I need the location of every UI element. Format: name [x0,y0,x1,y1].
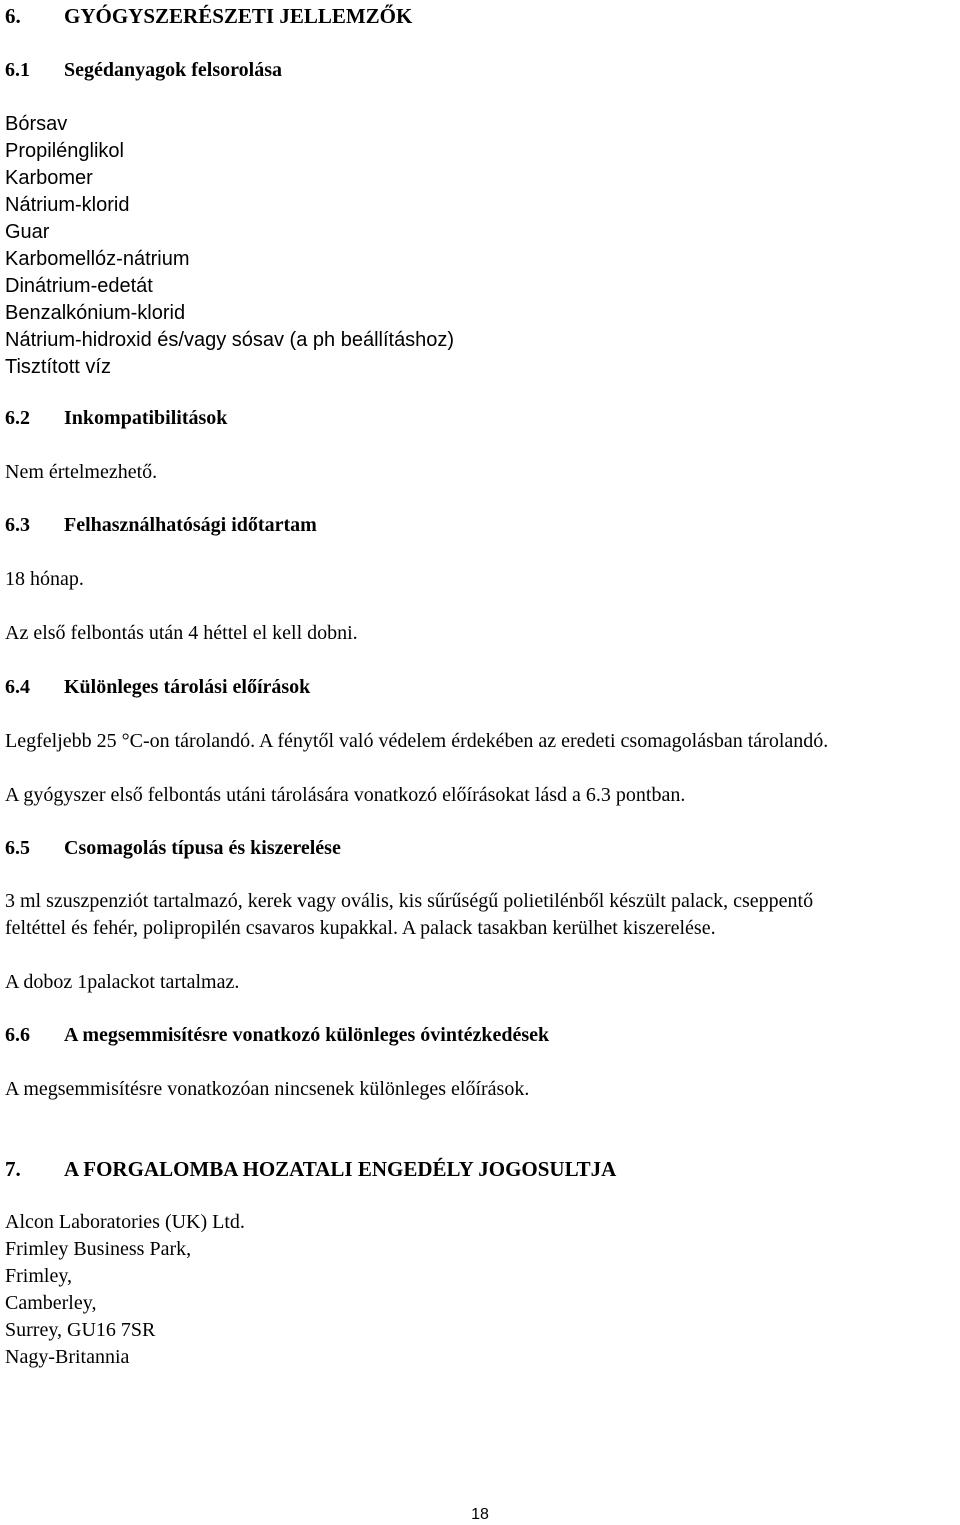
list-item: Nátrium-hidroxid és/vagy sósav (a ph beállításhoz) [5,329,455,351]
storage-text: Legfeljebb 25 °C-on tárolandó. A fénytől való védelem érdekében az eredeti csomagolásban tárolandó. [5,730,829,752]
list-item: Benzalkónium-klorid [5,302,186,324]
packaging-text-line-1: 3 ml szuszpenziót tartalmazó, kerek vagy ovális, kis sűrűségű polietilénből készült palack, cseppentő [5,890,814,912]
section-6-3-title: Felhasználhatósági időtartam [64,514,317,536]
page-number: 18 [471,1506,489,1523]
section-6-3-heading [5,512,317,539]
holder-address [5,1209,245,1371]
section-6-6-heading [5,1022,549,1049]
list-item: Propilénglikol [5,140,124,162]
address-line: Alcon Laboratories (UK) Ltd. [5,1211,245,1233]
section-7-heading [5,1156,616,1183]
section-6-6-number: 6.6 [5,1024,30,1046]
list-item: Bórsav [5,113,68,135]
section-6-1-title: Segédanyagok felsorolása [64,59,282,81]
list-item: Karbomellóz-nátrium [5,248,190,270]
box-content-text: A doboz 1palackot tartalmaz. [5,971,240,993]
disposal-text: A megsemmisítésre vonatkozóan nincsenek különleges előírások. [5,1078,530,1100]
section-6-4-heading [5,674,310,701]
section-6-3-number: 6.3 [5,514,30,536]
section-6-5-number: 6.5 [5,837,30,859]
list-item: Nátrium-klorid [5,194,130,216]
section-7-number: 7. [5,1157,21,1181]
address-line: Nagy-Britannia [5,1346,130,1368]
section-6-5-heading [5,835,341,862]
shelf-life-text: 18 hónap. [5,568,84,590]
section-6-2-title: Inkompatibilitások [64,407,228,429]
section-6-4-title: Különleges tárolási előírások [64,676,311,698]
section-6-title: GYÓGYSZERÉSZETI JELLEMZŐK [64,4,413,28]
section-6-1-heading [5,57,282,84]
section-6-6-title: A megsemmisítésre vonatkozó különleges óvintézkedések [64,1024,550,1046]
list-item: Dinátrium-edetát [5,275,153,297]
excipients-list [5,111,454,381]
address-line: Camberley, [5,1292,97,1314]
section-6-5-title: Csomagolás típusa és kiszerelése [64,837,341,859]
address-line: Frimley Business Park, [5,1238,192,1260]
list-item: Karbomer [5,167,93,189]
section-7-title: A FORGALOMBA HOZATALI ENGEDÉLY JOGOSULTJA [64,1157,617,1181]
storage-reference-text: A gyógyszer első felbontás utáni tárolására vonatkozó előírásokat lásd a 6.3 pontban. [5,784,686,806]
section-6-2-heading [5,405,227,432]
after-opening-text: Az első felbontás után 4 héttel el kell dobni. [5,622,358,644]
section-6-2-text: Nem értelmezhető. [5,461,158,483]
address-line: Frimley, [5,1265,73,1287]
section-6-number: 6. [5,4,21,28]
list-item: Guar [5,221,50,243]
section-6-heading [5,3,412,30]
packaging-text-line-2: feltéttel és fehér, polipropilén csavaros kupakkal. A palack tasakban kerülhet kiszerelése. [5,917,716,939]
section-6-2-number: 6.2 [5,407,30,429]
list-item: Tisztított víz [5,356,111,378]
section-6-4-number: 6.4 [5,676,30,698]
address-line: Surrey, GU16 7SR [5,1319,156,1341]
section-6-1-number: 6.1 [5,59,30,81]
